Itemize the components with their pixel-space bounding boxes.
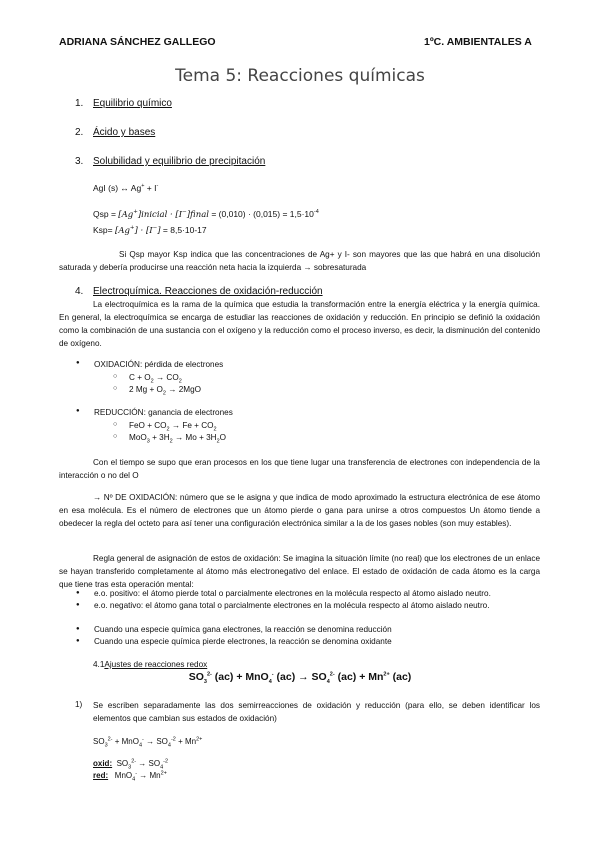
section-number: 4. (75, 286, 84, 297)
sub-bullet-icon: ○ (113, 433, 118, 440)
bullet-icon: ● (76, 602, 80, 608)
oxidation-statement: Cuando una especie química pierde electrones, la reacción se denomina oxidante (94, 637, 392, 646)
section-label: Electroquímica. Reacciones de oxidación-reducción (93, 286, 323, 297)
negative-oxidation-state: e.o. negativo: el átomo gana total o parcialmente electrones en la molécula respecto al átomo aislado neutro. (94, 601, 490, 610)
sub-bullet-icon: ○ (113, 373, 118, 380)
bullet-icon: ● (76, 638, 80, 644)
reduction-statement: Cuando una especie química gana electrones, la reacción se denomina reducción (94, 625, 392, 634)
section-number: 1. (75, 98, 84, 109)
electrochemistry-intro: La electroquímica es la rama de la química que estudia la transformación entre la energía eléctrica y la energía química. En general, la electroquímica se encarga de estudiar las reacciones de oxidación y reducción. En principio se definió la oxidación como la combinación de una sustancia con el oxígeno y la reducción como el proceso inverso, es decir, la disminución del contenido de oxígeno. (59, 300, 540, 348)
electron-transfer-paragraph: Con el tiempo se supo que eran procesos en los que tiene lugar una transferencia de electrones con independencia de la interacción o no del O (59, 458, 540, 480)
section-number: 2. (75, 127, 84, 138)
redox-equation: $SO_3^{2-}$ (ac) + MnO$_4$- $(ac) \to SO_4^{2-}$ $(ac) + Mn^{2+}$ (ac) (188, 671, 412, 686)
oxidation-half-reaction: oxid: $SO_3^{2-} \to SO_4^{-2}$ (93, 758, 169, 771)
bullet-icon: ● (76, 408, 80, 414)
reduction-example-1: FeO + $CO_2 \to Fe + CO_2$ (129, 421, 217, 433)
step-1-instruction: Se escriben separadamente las dos semirreacciones de oxidación y reducción (para ello, se deben identificar los elementos que cambian sus estados de oxidación) (93, 701, 540, 723)
reduction-half-reaction: red: $MnO_4^- \to Mn^{2+}$ (93, 770, 167, 783)
ksp-equation: Ksp= [Ag+] · [I−] = 8,5·10-17 (93, 225, 207, 236)
solubility-reaction: AgI (s) ↔ Ag+ + I- (93, 183, 159, 193)
oxidation-number-paragraph: → Nº DE OXIDACIÓN: número que se le asigna y que indica de modo aproximado la estructura electrónica de ese átomo en esa molécula. Es el número de electrones que un átomo pierde o gana para unirse a otros compuestos Un átomo tiende a obedecer la regla del octeto para así tener una configuración electrónica similar a la de los gases nobles (son muy estables). (59, 493, 540, 528)
section-label: Ácido y bases (93, 127, 156, 138)
bullet-icon: ● (76, 626, 80, 632)
course-label: 1ºC. AMBIENTALES A (424, 36, 532, 48)
oxidation-definition: OXIDACIÓN: pérdida de electrones (94, 360, 224, 369)
section-label: Solubilidad y equilibrio de precipitación (93, 156, 266, 167)
section-number: 3. (75, 156, 84, 167)
positive-oxidation-state: e.o. positivo: el átomo pierde total o parcialmente electrones en la molécula respecto al átomo aislado neutro. (94, 589, 491, 598)
reduction-definition: REDUCCIÓN: ganancia de electrones (94, 408, 233, 417)
document-title: Tema 5: Reacciones químicas (175, 66, 425, 86)
bullet-icon: ● (76, 590, 80, 596)
supersaturation-paragraph: Si Qsp mayor Ksp indica que las concentraciones de Ag+ y I- son mayores que las que habrá en una disolución saturada y debería producirse una reacción neta hacia la izquierda → sobresaturada (59, 250, 540, 272)
oxidation-example-2: 2 $Mg + O_2 \to 2MgO$ (129, 385, 202, 397)
step-number: 1) (75, 700, 83, 709)
sub-bullet-icon: ○ (113, 421, 118, 428)
assignment-rule-paragraph: Regla general de asignación de estos de oxidación: Se imagina la situación límite (no real) que los electrones de un enlace se hayan transferido completamente al átomo más electronegativo del enlace. El estado de oxidación de cada átomo es la carga que tiene tras esta operación mental: (59, 554, 540, 589)
bullet-icon: ● (76, 360, 80, 366)
qsp-equation: Qsp = [Ag+]inicial · [I−]final = $(0,010) \cdot (0,015) = 1,5\cdot 10^{-4}$ (93, 209, 319, 220)
reduction-example-2: $MoO_3 + 3H_2 \to Mo + 3H_2O$ (129, 433, 227, 445)
unbalanced-reaction: $SO_3^{2-} + MnO_4^- \to SO_4^{-2} + Mn^{2+}$ (93, 736, 203, 749)
author-name: ADRIANA SÁNCHEZ GALLEGO (59, 36, 216, 48)
sub-bullet-icon: ○ (113, 385, 118, 392)
section-label: Equilibrio químico (93, 98, 172, 109)
oxidation-example-1: $C + O_2 \to CO_2$ (129, 373, 182, 385)
subsection-4-1: 4.1Ajustes de reacciones redox (93, 660, 208, 669)
